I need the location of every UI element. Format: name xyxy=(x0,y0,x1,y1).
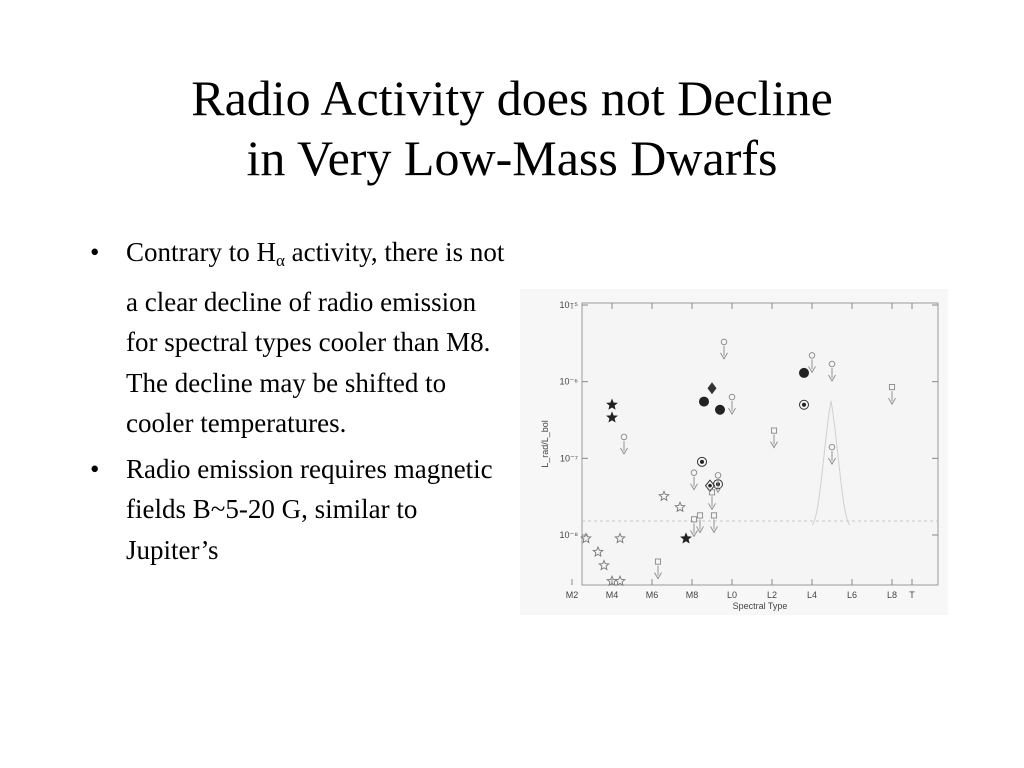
slide-title xyxy=(0,68,1024,188)
x-tick-label: L8 xyxy=(886,590,898,600)
x-axis-title: Spectral Type xyxy=(732,601,788,611)
x-tick-label: L0 xyxy=(726,590,738,600)
title-line-2: in Very Low-Mass Dwarfs xyxy=(246,130,778,186)
filled-circle-marker xyxy=(699,397,709,407)
y-tick-label: 10⁻⁸ xyxy=(559,530,578,540)
scatter-plot xyxy=(520,289,948,615)
open-circle-dot xyxy=(700,460,704,464)
y-tick-label: 10⁻⁷ xyxy=(559,453,578,464)
bullet-text-start: Contrary to H xyxy=(126,237,276,267)
x-tick-label: T xyxy=(909,590,915,600)
x-tick-label: M4 xyxy=(605,590,619,600)
y-tick-label: 10⁻⁵ xyxy=(559,300,578,310)
x-tick-label: L4 xyxy=(806,590,818,600)
x-tick-label: L6 xyxy=(846,590,858,600)
title-line-1: Radio Activity does not Decline xyxy=(191,70,833,126)
x-tick-label: M6 xyxy=(645,590,659,600)
x-tick-label: L2 xyxy=(766,590,778,600)
alpha-subscript: α xyxy=(275,251,285,270)
filled-circle-marker xyxy=(715,405,725,415)
bullet-list xyxy=(90,232,510,575)
bullet-item-halpha xyxy=(90,232,510,444)
filled-circle-marker xyxy=(799,368,809,378)
x-tick-label: M8 xyxy=(685,590,699,600)
radio-luminosity-figure xyxy=(520,289,948,615)
y-tick-label: 10⁻⁶ xyxy=(559,376,578,387)
x-tick-label: M2 xyxy=(565,590,579,600)
y-axis-title: L_rad/L_bol xyxy=(540,420,550,468)
bullet-text-rest: activity, there is not a clear decline of radio emission for spectral types cooler than M8. The decline may be shifted to cooler temperatures. xyxy=(126,237,505,438)
plot-frame xyxy=(582,303,938,585)
bullet-text: Radio emission requires magnetic fields B~5-20 G, similar to Jupiter’s xyxy=(126,453,493,565)
open-diamond-dot xyxy=(708,484,712,488)
bullet-item-magnetic xyxy=(90,449,510,571)
open-circle-dot xyxy=(802,403,806,407)
